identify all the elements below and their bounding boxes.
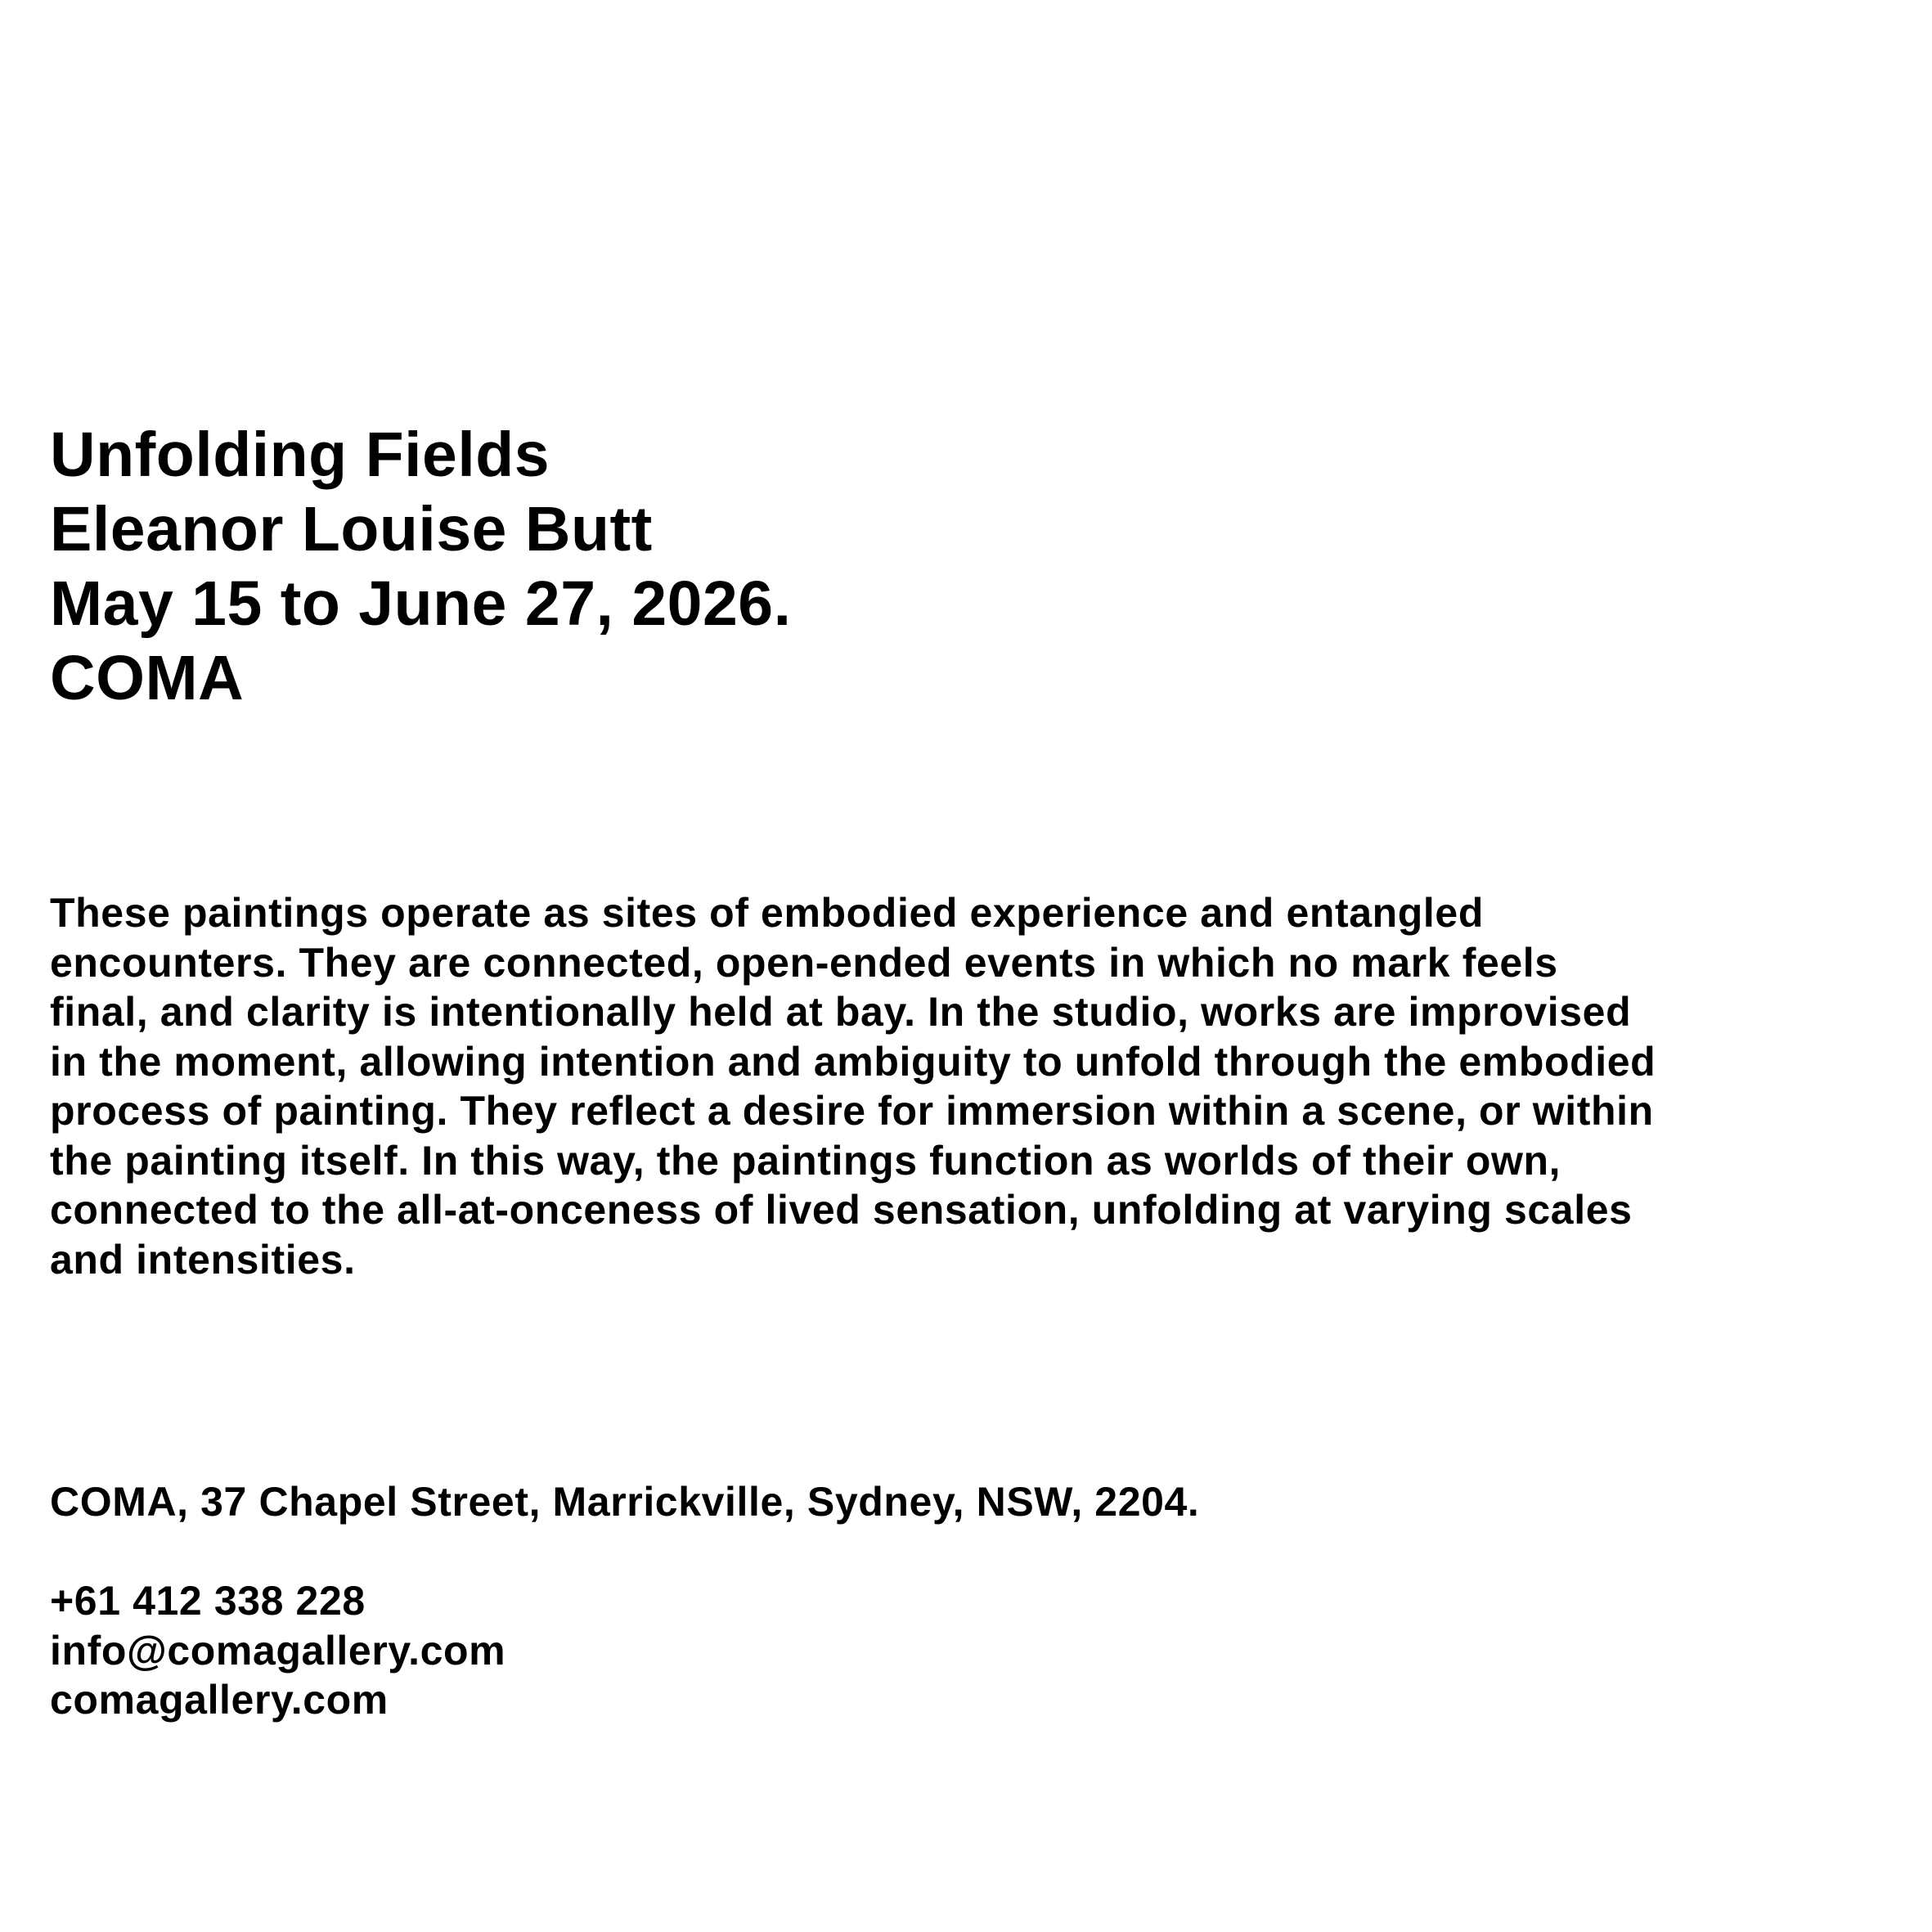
artist-name: Eleanor Louise Butt bbox=[50, 494, 653, 564]
statement-line: the painting itself. In this way, the paintings function as worlds of their own, bbox=[50, 1137, 1561, 1184]
gallery-phone: +61 412 338 228 bbox=[50, 1578, 366, 1624]
exhibition-title: Unfolding Fields bbox=[50, 420, 550, 490]
exhibition-dates: May 15 to June 27, 2026. bbox=[50, 568, 792, 639]
gallery-address: COMA, 37 Chapel Street, Marrickville, Sydney, NSW, 2204. bbox=[50, 1479, 1200, 1525]
venue-name: COMA bbox=[50, 643, 245, 713]
contact-details bbox=[50, 1477, 1849, 1725]
statement-line: final, and clarity is intentionally held at bay. In the studio, works are improvised bbox=[50, 989, 1632, 1035]
statement-line: These paintings operate as sites of embodied experience and entangled bbox=[50, 890, 1484, 936]
artist-statement bbox=[50, 888, 1890, 1284]
gallery-email: info@comagallery.com bbox=[50, 1627, 506, 1674]
exhibition-heading bbox=[50, 418, 1849, 716]
statement-line: and intensities. bbox=[50, 1236, 356, 1283]
statement-line: connected to the all-at-onceness of lived sensation, unfolding at varying scales bbox=[50, 1187, 1633, 1233]
statement-line: process of painting. They reflect a desire for immersion within a scene, or within bbox=[50, 1088, 1654, 1134]
statement-line: encounters. They are connected, open-ended events in which no mark feels bbox=[50, 939, 1558, 986]
gallery-website: comagallery.com bbox=[50, 1677, 389, 1723]
statement-line: in the moment, allowing intention and ambiguity to unfold through the embodied bbox=[50, 1038, 1656, 1085]
